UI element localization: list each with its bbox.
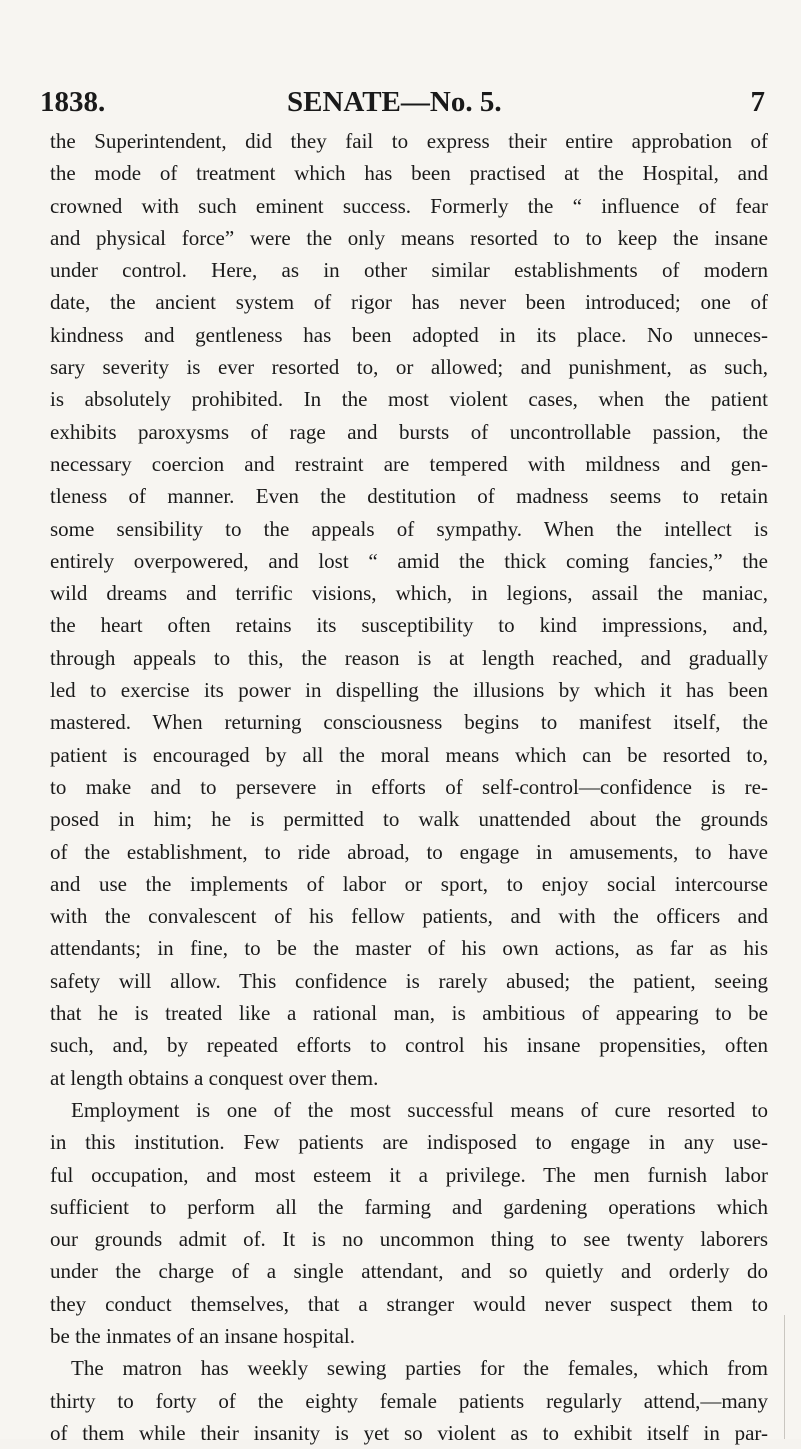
text-line: sary severity is ever resorted to, or allowed; and punishment, as such, — [50, 355, 768, 380]
text-line: through appeals to this, the reason is at length reached, and gradually — [50, 645, 768, 670]
text-line: such, and, by repeated efforts to control his insane propensities, often — [50, 1033, 768, 1058]
text-line: ful occupation, and most esteem it a privilege. The men furnish labor — [50, 1162, 768, 1187]
text-line: with the convalescent of his fellow patients, and with the officers and — [50, 904, 768, 929]
body-text — [50, 125, 768, 1449]
text-line: The matron has weekly sewing parties for the females, which from — [71, 1356, 768, 1381]
text-line: in this institution. Few patients are indisposed to engage in any use- — [50, 1130, 768, 1155]
paragraph-3 — [50, 1352, 768, 1449]
text-line: under control. Here, as in other similar establishments of modern — [50, 258, 768, 283]
text-line: thirty to forty of the eighty female patients regularly attend,—many — [50, 1388, 768, 1413]
text-line: wild dreams and terrific visions, which, in legions, assail the maniac, — [50, 581, 768, 606]
text-line: safety will allow. This confidence is rarely abused; the patient, seeing — [50, 968, 768, 993]
running-head — [40, 86, 765, 126]
text-line: patient is encouraged by all the moral means which can be resorted to, — [50, 742, 768, 767]
text-line: exhibits paroxysms of rage and bursts of uncontrollable passion, the — [50, 419, 768, 444]
page-number: 7 — [750, 86, 765, 118]
text-line: and use the implements of labor or sport, to enjoy social intercourse — [50, 871, 768, 896]
text-line: some sensibility to the appeals of sympathy. When the intellect is — [50, 516, 768, 541]
text-line: to make and to persevere in efforts of self-control—confidence is re- — [50, 774, 768, 799]
text-line: led to exercise its power in dispelling the illusions by which it has been — [50, 678, 768, 703]
text-line: mastered. When returning consciousness begins to manifest itself, the — [50, 710, 768, 735]
text-line: under the charge of a single attendant, and so quietly and orderly do — [50, 1259, 768, 1284]
text-line: entirely overpowered, and lost “ amid the thick coming fancies,” the — [50, 548, 768, 573]
text-line: necessary coercion and restraint are tempered with mildness and gen- — [50, 451, 768, 476]
paragraph-1 — [50, 125, 768, 1094]
text-line: that he is treated like a rational man, is ambitious of appearing to be — [50, 1001, 768, 1026]
text-line: the mode of treatment which has been practised at the Hospital, and — [50, 161, 768, 186]
text-line: they conduct themselves, that a stranger would never suspect them to — [50, 1291, 768, 1316]
text-line: Employment is one of the most successful means of cure resorted to — [71, 1097, 768, 1122]
text-line: tleness of manner. Even the destitution of madness seems to retain — [50, 484, 768, 509]
header-year: 1838. — [40, 86, 106, 118]
text-line: is absolutely prohibited. In the most violent cases, when the patient — [50, 387, 768, 412]
text-line: kindness and gentleness has been adopted in its place. No unneces- — [50, 322, 768, 347]
text-line: our grounds admit of. It is no uncommon thing to see twenty laborers — [50, 1227, 768, 1252]
text-line: the heart often retains its susceptibility to kind impressions, and, — [50, 613, 768, 638]
text-line: of the establishment, to ride abroad, to engage in amusements, to have — [50, 839, 768, 864]
text-line: crowned with such eminent success. Formerly the “ influence of fear — [50, 193, 768, 218]
text-line: be the inmates of an insane hospital. — [50, 1323, 356, 1348]
text-line: date, the ancient system of rigor has never been introduced; one of — [50, 290, 768, 315]
text-line: sufficient to perform all the farming and gardening operations which — [50, 1194, 768, 1219]
text-line: and physical force” were the only means resorted to to keep the insane — [50, 225, 768, 250]
text-line: attendants; in fine, to be the master of his own actions, as far as his — [50, 936, 768, 961]
text-line: posed in him; he is permitted to walk unattended about the grounds — [50, 807, 768, 832]
paragraph-2 — [50, 1094, 768, 1352]
text-line: at length obtains a conquest over them. — [50, 1065, 379, 1090]
binding-edge-divider — [784, 1315, 785, 1439]
header-title: SENATE—No. 5. — [287, 86, 502, 118]
text-line: of them while their insanity is yet so violent as to exhibit itself in par- — [50, 1420, 768, 1445]
text-line: the Superintendent, did they fail to express their entire approbation of — [50, 129, 768, 153]
